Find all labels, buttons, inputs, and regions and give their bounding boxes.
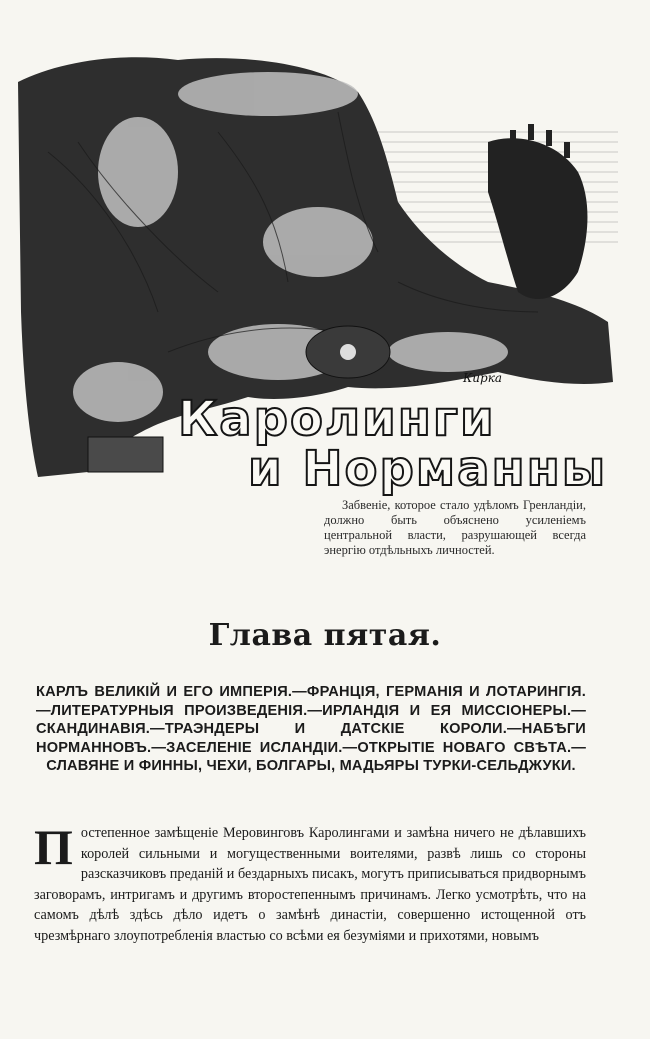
chapter-decorative-title (178, 391, 608, 500)
chapter-summary: КАРЛЪ ВЕЛИКІЙ И ЕГО ИМПЕРІЯ.—ФРАНЦІЯ, ГЕРМАНІЯ И ЛОТАРИНГІЯ.—ЛИТЕРАТУРНЫЯ ПРОИЗВЕДЕНІЯ.—ИРЛАНДІЯ И ЕЯ МИССІОНЕРЫ.—СКАНДИНАВІЯ.—ТРАЭНДЕРЫ И ДАТСКІЕ КОРОЛИ.—НАБѢГИ НОРМАННОВЪ.—ЗАСЕЛЕНІЕ ИСЛАНДІИ.—ОТКРЫТІЕ НОВАГО СВѢТА.—СЛАВЯНЕ И ФИННЫ, ЧЕХИ, БОЛГАРЫ, МАДЬЯРЫ ТУРКИ-СЕЛЬДЖУКИ. (36, 684, 586, 774)
artist-signature: Кирка (463, 371, 503, 385)
epigraph-text: Забвеніе, которое стало удѣломъ Гренландіи, должно быть объяснено усиленіемъ центральной власти, разрушающей всегда энергію отдѣльныхъ личностей. (324, 498, 586, 557)
title-line-2: и Норманны (248, 441, 608, 497)
title-line-1: Каролинги (178, 391, 496, 447)
body-paragraph: остепенное замѣщеніе Меровинговъ Каролингами и замѣна ничего не дѣлавшихъ королей сильными и могущественными воителями, развѣ лишь со стороны разсказчиковъ преданій и бездарныхъ писакъ, могутъ приписываться придворнымъ заговорамъ, интригамъ и другимъ второстепеннымъ причинамъ. Легко усмотрѣть, что на самомъ дѣлѣ здѣсь дѣло идетъ о замѣнѣ династіи, совершенно истощенной отъ чрезмѣрнаго злоупотребленія властью со всѣми ея безуміями и прихотями, новымъ (34, 825, 586, 944)
chapter-heading: Глава пятая. (208, 618, 442, 653)
epigraph (324, 498, 586, 558)
drop-cap: П (34, 819, 73, 875)
body-text (34, 819, 586, 946)
